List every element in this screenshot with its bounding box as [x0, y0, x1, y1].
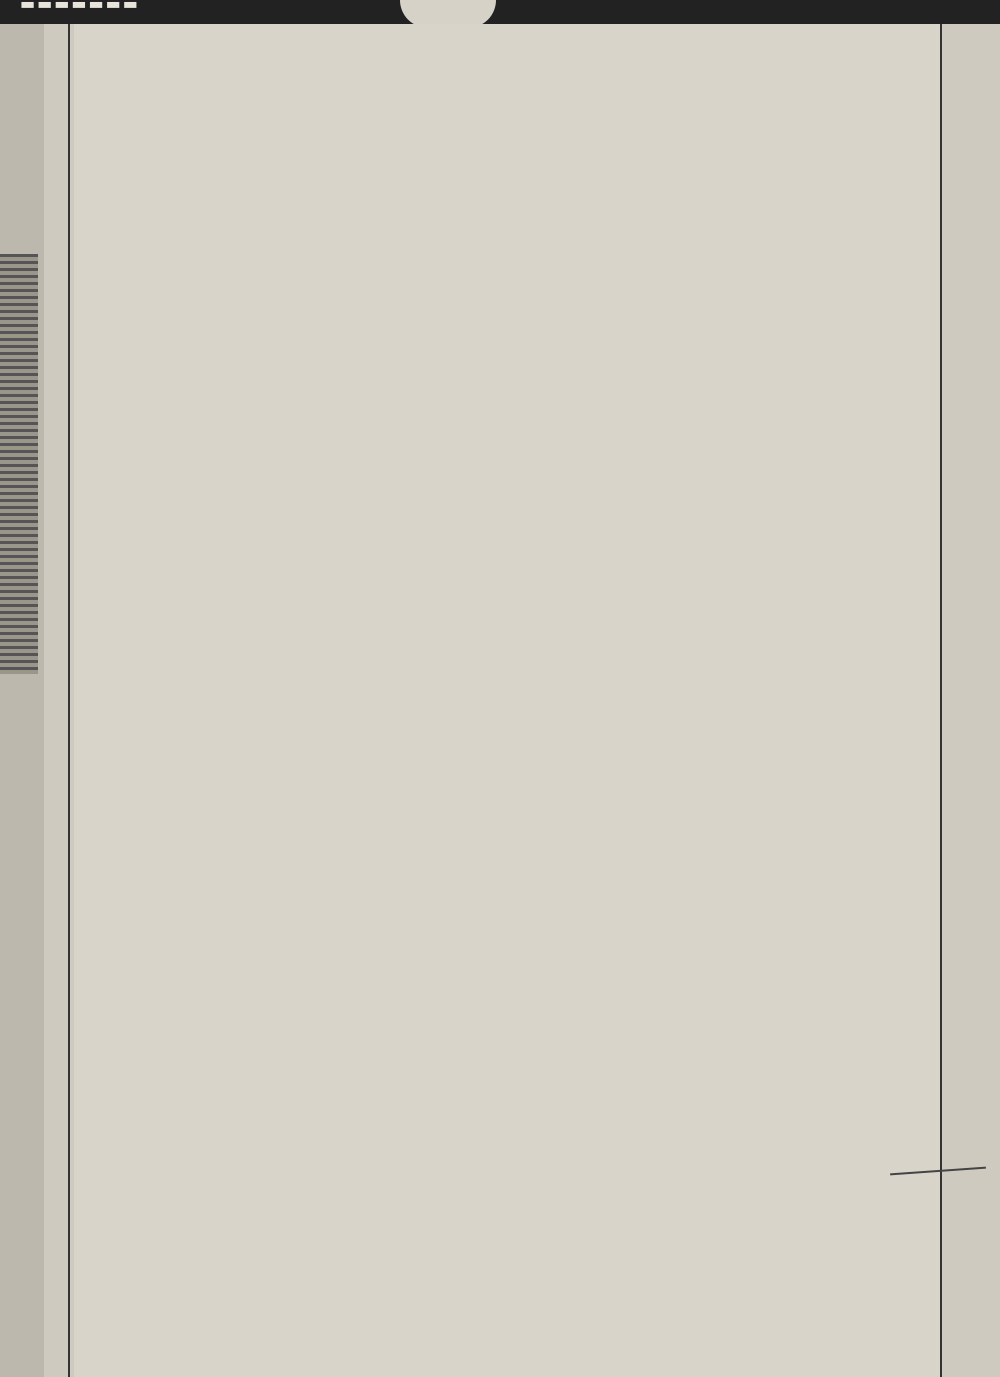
notice-panel: [74, 24, 942, 1377]
masthead-fragment: ▬▬▬▬▬▬▬: [20, 0, 140, 13]
margin-photo: [0, 254, 38, 674]
masthead: [0, 0, 1000, 24]
column-rule: [68, 24, 70, 1377]
left-margin: [0, 24, 44, 1377]
